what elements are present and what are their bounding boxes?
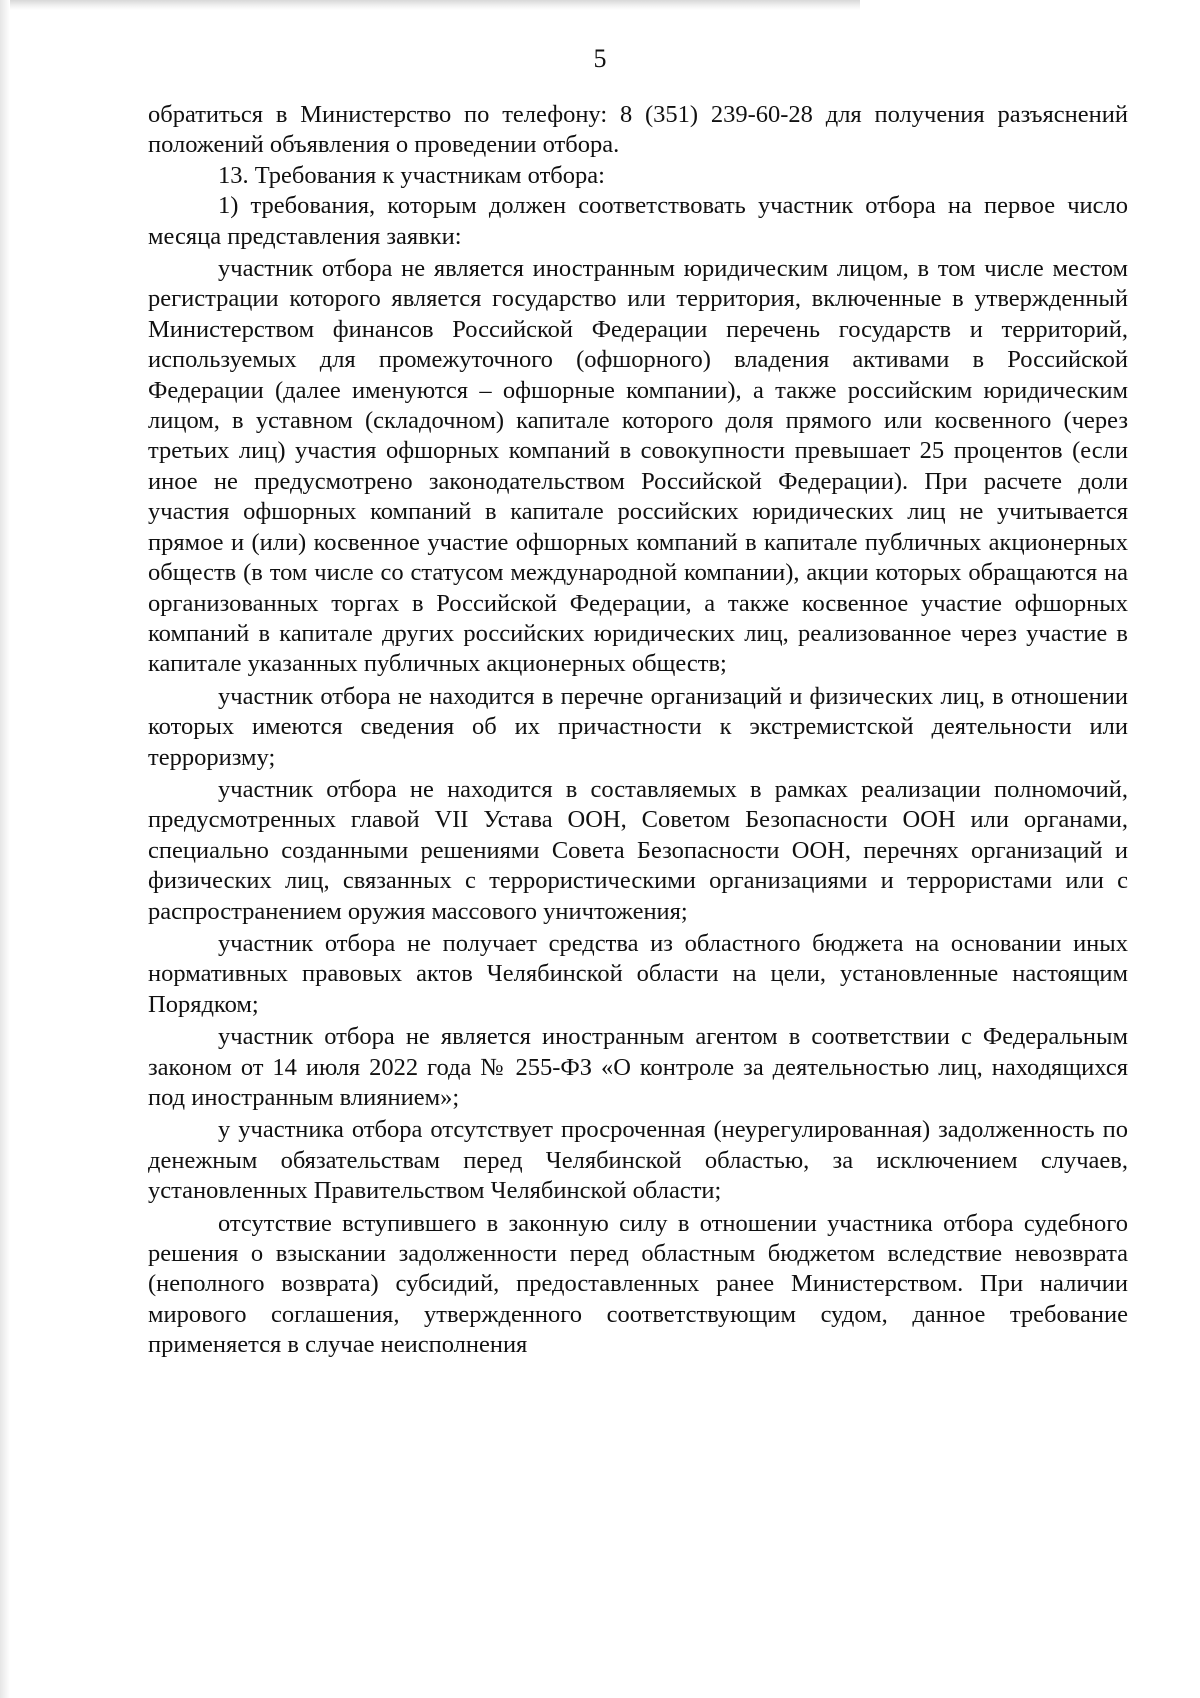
paragraph-foreign-agent-requirement: участник отбора не является иностранным агентом в соответствии с Федеральным законом от 14 июля 2022 года № 255-ФЗ «О контроле за деятельностью лиц, находящихся под иностранным влиянием»;	[148, 1023, 1128, 1111]
paragraph-extremism-list-requirement: участник отбора не находится в перечне организаций и физических лиц, в отношении которых имеются сведения об их причастности к экстремистской деятельности или терроризму;	[148, 682, 1128, 771]
paragraph-offshore-requirement: участник отбора не является иностранным юридическим лицом, в том числе местом регистрации которого является государство или территория, включенные в утвержденный Министерством финансов Российской Федерации перечень государств и территорий, используемых для промежуточного (офшорного) владения активами в Российской Федерации (далее именуются – офшорные компании), а также российским юридическим лицом, в уставном (складочном) капитале которого доля прямого или косвенного (через третьих лиц) участия офшорных компаний в совокупности превышает 25 процентов (если иное не предусмотрено законодательством Российской Федерации). При расчете доли участия офшорных компаний в капитале российских юридических лиц не учитывается прямое и (или) косвенное участие офшорных компаний в капитале публичных акционерных обществ (в том числе со статусом международной компании), акции которых обращаются на организованных торгах в Российской Федерации, а также косвенное участие офшорных компаний в капитале других российских юридических лиц, реализованное через участие в капитале указанных публичных акционерных обществ;	[148, 255, 1128, 678]
paragraph-debt-requirement: у участника отбора отсутствует просроченная (неурегулированная) задолженность по денежным обязательствам перед Челябинской областью, за исключением случаев, установленных Правительством Челябинской области;	[148, 1116, 1128, 1205]
scan-edge-left	[0, 0, 10, 1698]
paragraph-regional-budget-requirement: участник отбора не получает средства из областного бюджета на основании иных нормативных правовых актов Челябинской области на цели, установленные настоящим Порядком;	[148, 929, 1128, 1018]
document-body	[148, 100, 1128, 1361]
paragraph-un-lists-requirement: участник отбора не находится в составляемых в рамках реализации полномочий, предусмотренных главой VII Устава ООН, Советом Безопасности ООН или органами, специально созданными решениями Совета Безопасности ООН, перечнях организаций и физических лиц, связанных с террористическими организациями и террористами или с распространением оружия массового уничтожения;	[148, 775, 1128, 925]
paragraph-section-13-heading: 13. Требования к участникам отбора:	[218, 161, 605, 189]
paragraph-contact-continuation: обратиться в Министерство по телефону: 8 (351) 239-60-28 для получения разъяснений положений объявления о проведении отбора.	[148, 101, 1128, 159]
paragraph-requirements-intro: 1) требования, которым должен соответствовать участник отбора на первое число месяца представления заявки:	[148, 192, 1128, 250]
scan-edge-top	[0, 0, 860, 10]
page-number: 5	[593, 44, 607, 73]
paragraph-court-decision-requirement: отсутствие вступившего в законную силу в отношении участника отбора судебного решения о взыскании задолженности перед областным бюджетом вследствие невозврата (неполного возврата) субсидий, предоставленных ранее Министерством. При наличии мирового соглашения, утвержденного соответствующим судом, данное требование применяется в случае неисполнения	[148, 1209, 1128, 1359]
